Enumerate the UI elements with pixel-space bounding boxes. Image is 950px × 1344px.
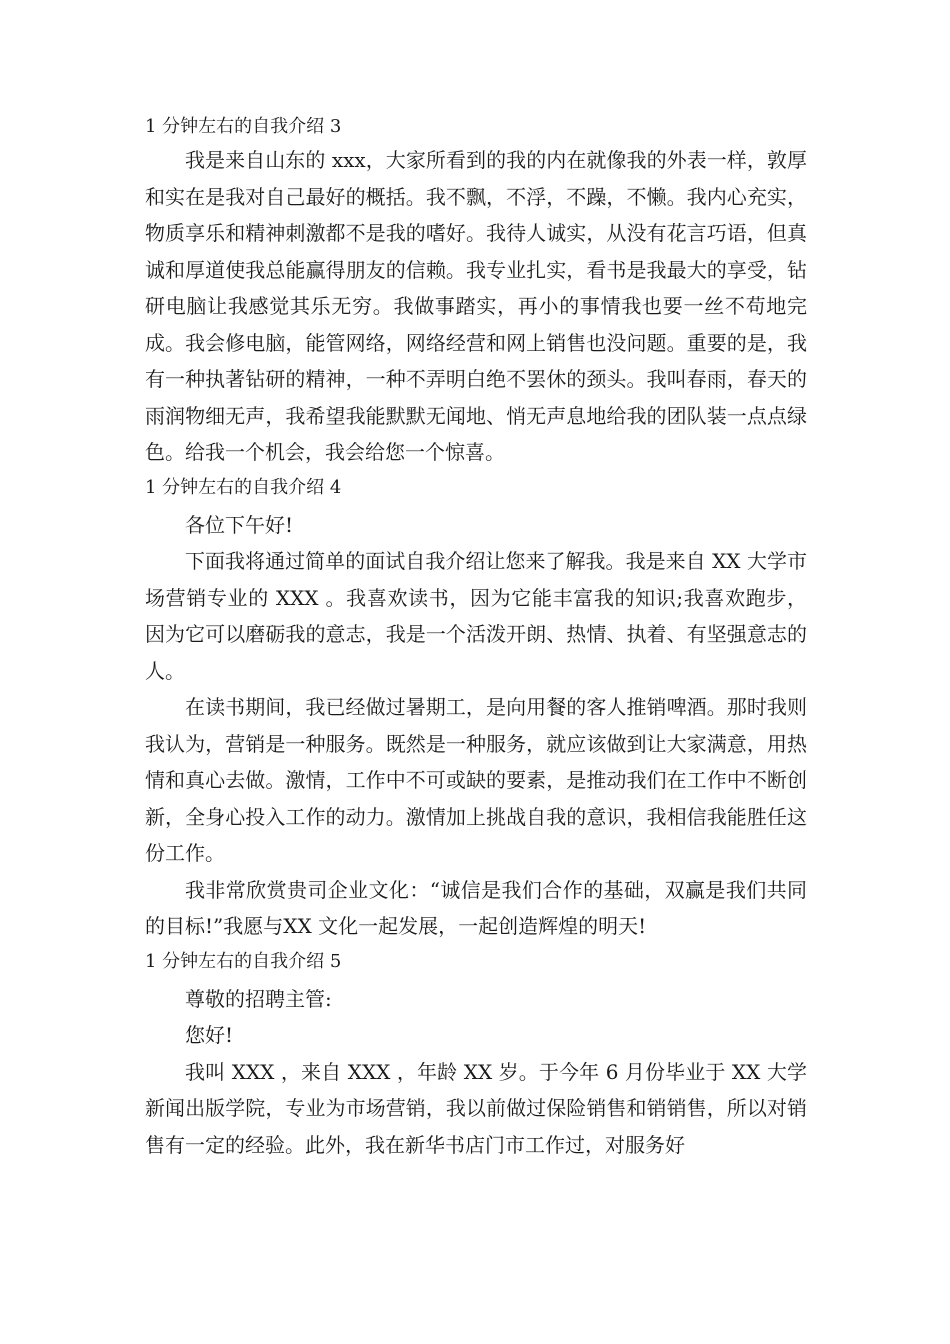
section-heading: 1 分钟左右的自我介绍 5 — [145, 950, 342, 972]
section-intro-3 — [145, 112, 807, 471]
greeting-line: 各位下午好! — [185, 512, 294, 537]
greeting-line: 您好! — [185, 1023, 234, 1047]
paragraph: 我非常欣赏贵司企业文化：“诚信是我们合作的基础，双赢是我们共同的目标!”我愿与XX 文化一起发展，一起创造辉煌的明天! — [145, 877, 807, 938]
section-intro-4 — [145, 473, 807, 945]
salutation-line: 尊敬的招聘主管: — [185, 986, 332, 1011]
paragraph: 在读书期间，我已经做过暑期工，是向用餐的客人推销啤酒。那时我则我认为，营销是一种服务。既然是一种服务，就应该做到让大家满意，用热情和真心去做。激情，工作中不可或缺的要素，是推动我们在工作中不断创新，全身心投入工作的动力。激情加上挑战自我的意识，我相信我能胜任这份工作。 — [145, 695, 807, 865]
section-heading: 1 分钟左右的自我介绍 4 — [145, 476, 342, 498]
section-intro-5 — [145, 947, 807, 1164]
section-heading: 1 分钟左右的自我介绍 3 — [145, 116, 342, 137]
paragraph: 我是来自山东的 xxx，大家所看到的我的内在就像我的外表一样，敦厚和实在是我对自己最好的概括。我不飘，不浮，不躁，不懒。我内心充实，物质享乐和精神刺激都不是我的嗜好。我待人诚实，从没有花言巧语，但真诚和厚道使我总能赢得朋友的信赖。我专业扎实，看书是我最大的享受，钻研电脑让我感觉其乐无穷。我做事踏实，再小的事情我也要一丝不苟地完成。我会修电脑，能管网络，网络经营和网上销售也没问题。重要的是，我有一种执著钻研的精神，一种不弄明白绝不罢休的颈头。我叫春雨，春天的雨润物细无声，我希望我能默默无闻地、悄无声息地给我的团队装一点点绿色。给我一个机会，我会给您一个惊喜。 — [145, 148, 807, 464]
paragraph: 下面我将通过简单的面试自我介绍让您来了解我。我是来自 XX 大学市场营销专业的 XXX 。我喜欢读书，因为它能丰富我的知识;我喜欢跑步，因为它可以磨砺我的意志，我是一个活泼开朗、热情、执着、有坚强意志的人。 — [145, 549, 807, 683]
paragraph: 我叫 XXX ，来自 XXX ，年龄 XX 岁。于今年 6 月份毕业于 XX 大学新闻出版学院，专业为市场营销，我以前做过保险销售和销销售，所以对销售有一定的经验。此外，我在新华书店门市工作过，对服务好 — [145, 1059, 807, 1157]
document-page — [145, 112, 807, 1163]
